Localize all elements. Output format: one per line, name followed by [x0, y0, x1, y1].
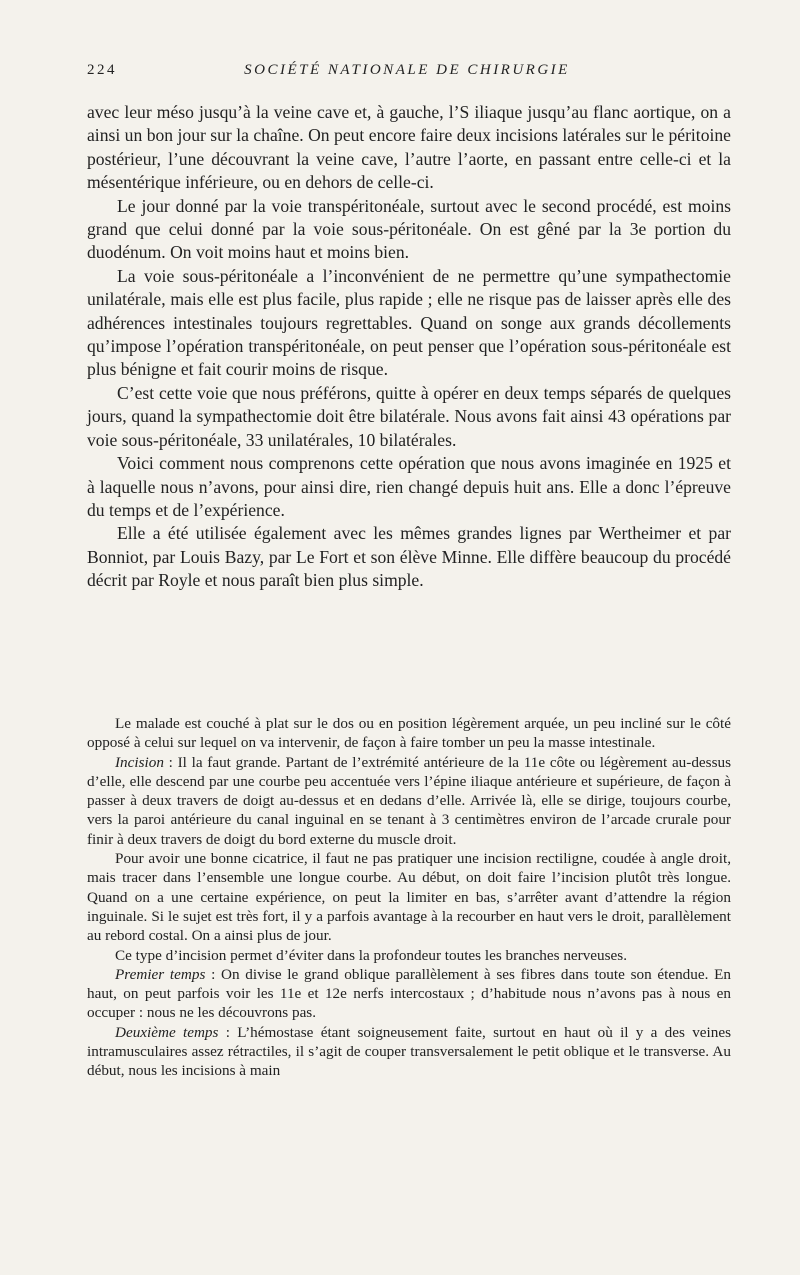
procedure-details	[87, 714, 731, 1081]
body-paragraph: avec leur méso jusqu’à la veine cave et, à gauche, l’S iliaque jusqu’au flanc aortique, on a ainsi un bon jour sur la chaîne. On peut encore faire deux incisions latérales sur le péritoine postérieur, l’une découvrant la veine cave, l’autre l’aorte, en passant entre celle-ci et la mésentérique inférieure, ou en dehors de celle-ci.	[87, 102, 731, 193]
body-paragraph: La voie sous-péritonéale a l’inconvénient de ne permettre qu’une sympathectomie unilatérale, mais elle est plus facile, plus rapide ; elle ne risque pas de laisser après elle des adhérences intestinales toujours regrettables. Quand on songe aux grands décollements qu’impose l’opération transpéritonéale, on peut penser que l’opération sous-péritonéale est plus bénigne et fait courir moins de risque.	[87, 265, 731, 380]
step-label: Incision	[115, 753, 164, 771]
main-text	[87, 101, 731, 593]
body-paragraph: C’est cette voie que nous préférons, quitte à opérer en deux temps séparés de quelques jours, quand la sympathectomie doit être bilatérale. Nous avons fait ainsi 43 opérations par voie sous-péritonéale, 33 unilatérales, 10 bilatérales.	[87, 382, 731, 450]
detail-paragraph	[87, 965, 731, 1023]
running-title: SOCIÉTÉ NATIONALE DE CHIRURGIE	[244, 62, 570, 78]
detail-paragraph: Pour avoir une bonne cicatrice, il faut ne pas pratiquer une incision rectiligne, coudée à angle droit, mais tracer dans l’ensemble une longue courbe. Au début, on doit faire l’incision plutôt très longue. Quand on a une certaine expérience, on peut la limiter en bas, s’arrêter avant d’attendre la région inguinale. Si le sujet est très fort, il y a parfois avantage à la recourber en haut vers le droit, parallèlement au rebord costal. On a ainsi plus de jour.	[87, 850, 731, 945]
step-label: Deuxième temps	[115, 1023, 219, 1041]
body-paragraph: Elle a été utilisée également avec les mêmes grandes lignes par Wertheimer et par Bonniot, par Louis Bazy, par Le Fort et son élève Minne. Elle diffère beaucoup du procédé décrit par Royle et nous paraît bien plus simple.	[87, 523, 731, 591]
body-paragraph: Le jour donné par la voie transpéritonéale, surtout avec le second procédé, est moins grand que celui donné par la voie sous-péritonéale. On est gêné par la 3e portion du duodénum. On voit moins haut et moins bien.	[87, 195, 731, 263]
body-paragraph: Voici comment nous comprenons cette opération que nous avons imaginée en 1925 et à laquelle nous n’avons, pour ainsi dire, rien changé depuis huit ans. Elle a donc l’épreuve du temps et de l’expérience.	[87, 453, 731, 520]
step-text: : L’hémostase étant soigneusement faite, surtout en haut où il y a des veines intramusculaires assez rétractiles, il s’agit de couper transversalement le petit oblique et le transverse. Au début, nous les incisions à main	[87, 1023, 732, 1080]
step-text: : Il la faut grande. Partant de l’extrémité antérieure de la 11e côte ou légèrement au-dessus d’elle, elle descend par une courbe peu accentuée vers l’épine iliaque antérieure et supérieure, de façon à passer à deux travers de doigt au-dessus et en dedans d’elle. Arrivée là, elle se dirige, toujours courbe, vers la paroi antérieure du canal inguinal en se tenant à 3 centimètres environ de l’arcade crurale pour finir à deux travers de doigt du bord externe du muscle droit.	[87, 753, 731, 848]
running-head	[87, 62, 727, 86]
step-label: Premier temps	[115, 965, 206, 983]
detail-paragraph	[87, 753, 731, 849]
step-text: : On divise le grand oblique parallèlement à ses fibres dans toute son étendue. En haut, on peut parfois voir les 11e et 12e nerfs intercostaux ; d’habitude nous n’avons pas à nous en occuper : nous ne les découvrons pas.	[87, 965, 731, 1022]
detail-paragraph: Ce type d’incision permet d’éviter dans la profondeur toutes les branches nerveuses.	[115, 946, 627, 964]
detail-paragraph: Le malade est couché à plat sur le dos ou en position légèrement arquée, un peu incliné sur le côté opposé à celui sur lequel on va intervenir, de façon à faire tomber un peu la masse intestinale.	[87, 715, 731, 752]
detail-paragraph	[87, 1023, 731, 1081]
page-number: 224	[87, 62, 117, 78]
